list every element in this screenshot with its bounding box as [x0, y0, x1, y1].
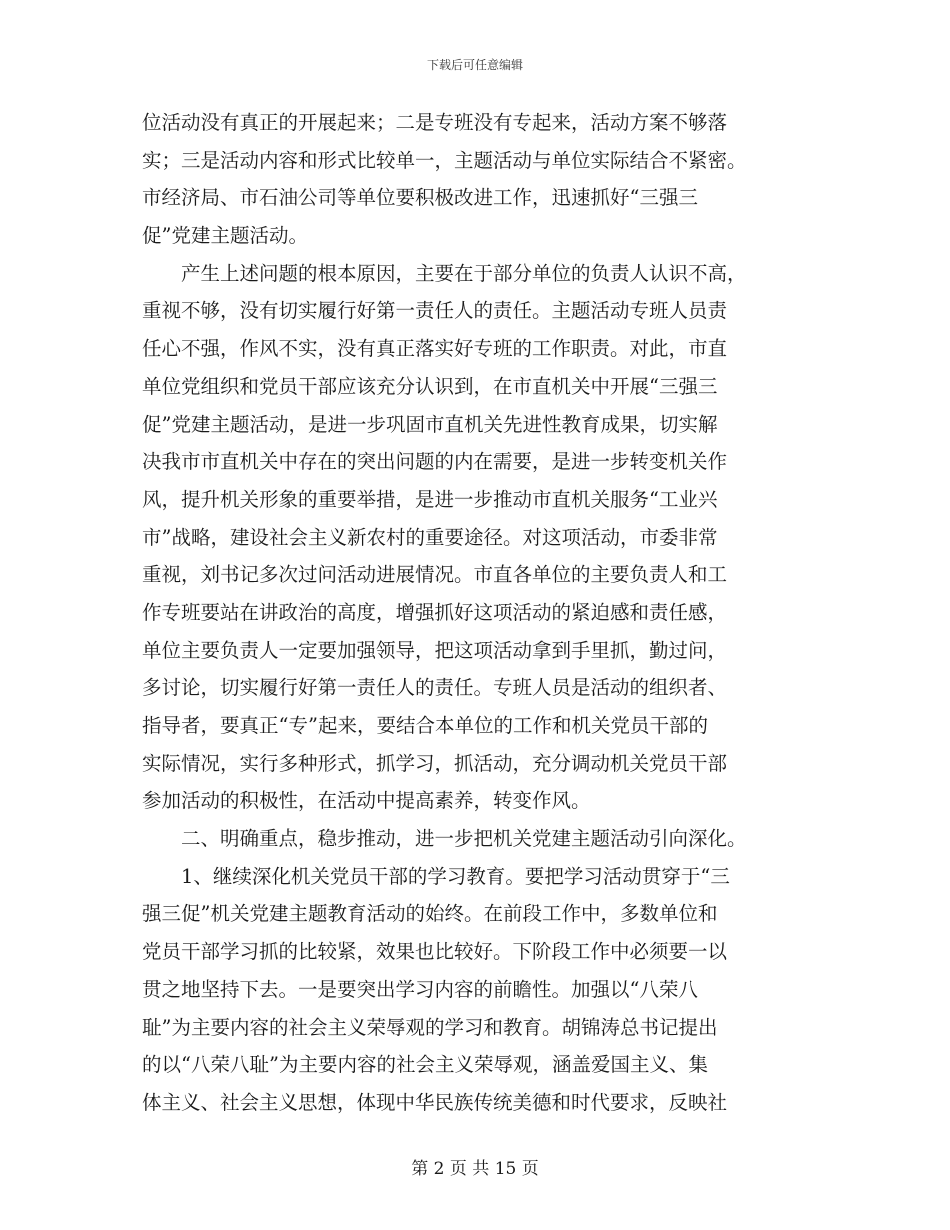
text-line: 参加活动的积极性，在活动中提高素养，转变作风。 — [142, 789, 591, 813]
text-line: 实；三是活动内容和形式比较单一，主题活动与单位实际结合不紧密。 — [142, 148, 747, 172]
text-line: 作专班要站在讲政治的高度，增强抓好这项活动的紧迫感和责任感， — [142, 600, 728, 624]
text-line: 产生上述问题的根本原因，主要在于部分单位的负责人认识不高， — [142, 261, 747, 285]
text-line: 促”党建主题活动，是进一步巩固市直机关先进性教育成果，切实解 — [142, 412, 718, 436]
text-line: 党员干部学习抓的比较紧，效果也比较好。下阶段工作中必须要一以 — [142, 940, 728, 964]
text-line: 重视不够，没有切实履行好第一责任人的责任。主题活动专班人员责 — [142, 299, 728, 323]
text-line: 任心不强，作风不实，没有真正落实好专班的工作职责。对此，市直 — [142, 337, 728, 361]
text-line: 促”党建主题活动。 — [142, 224, 308, 248]
text-line: 耻”为主要内容的社会主义荣辱观的学习和教育。胡锦涛总书记提出 — [142, 1015, 718, 1039]
text-line: 实际情况，实行多种形式，抓学习，抓活动，充分调动机关党员干部 — [142, 751, 728, 775]
text-line: 指导者，要真正“专”起来，要结合本单位的工作和机关党员干部的 — [142, 714, 708, 737]
text-line: 的以“八荣八耻”为主要内容的社会主义荣辱观，涵盖爱国主义、集 — [142, 1053, 708, 1077]
text-line: 风，提升机关形象的重要举措，是进一步推动市直机关服务“工业兴 — [142, 487, 718, 511]
page-number: 第 2 页 共 15 页 — [411, 1159, 539, 1179]
text-line: 体主义、社会主义思想，体现中华民族传统美德和时代要求，反映社 — [142, 1090, 728, 1114]
text-line: 贯之地坚持下去。一是要突出学习内容的前瞻性。加强以“八荣八 — [142, 977, 698, 1001]
text-line: 市”战略，建设社会主义新农村的重要途径。对这项活动，市委非常 — [142, 525, 718, 549]
text-line: 单位主要负责人一定要加强领导，把这项活动拿到手里抓，勤过问， — [142, 638, 728, 662]
text-line: 重视，刘书记多次过问活动进展情况。市直各单位的主要负责人和工 — [142, 563, 728, 587]
text-line: 市经济局、市石油公司等单位要积极改进工作，迅速抓好“三强三 — [142, 186, 698, 210]
text-line: 位活动没有真正的开展起来；二是专班没有专起来，活动方案不够落 — [142, 111, 728, 134]
text-line: 多讨论，切实履行好第一责任人的责任。专班人员是活动的组织者、 — [142, 676, 728, 700]
text-line: 强三促”机关党建主题教育活动的始终。在前段工作中，多数单位和 — [142, 902, 718, 926]
text-line: 二、明确重点，稳步推动，进一步把机关党建主题活动引向深化。 — [142, 827, 747, 851]
text-line: 1、继续深化机关党员干部的学习教育。要把学习活动贯穿于“三 — [142, 864, 730, 888]
page-header: 下载后可任意编辑 — [426, 58, 523, 72]
text-line: 决我市市直机关中存在的突出问题的内在需要，是进一步转变机关作 — [142, 450, 728, 474]
text-line: 单位党组织和党员干部应该充分认识到，在市直机关中开展“三强三 — [142, 374, 718, 398]
document-body — [142, 104, 810, 1122]
